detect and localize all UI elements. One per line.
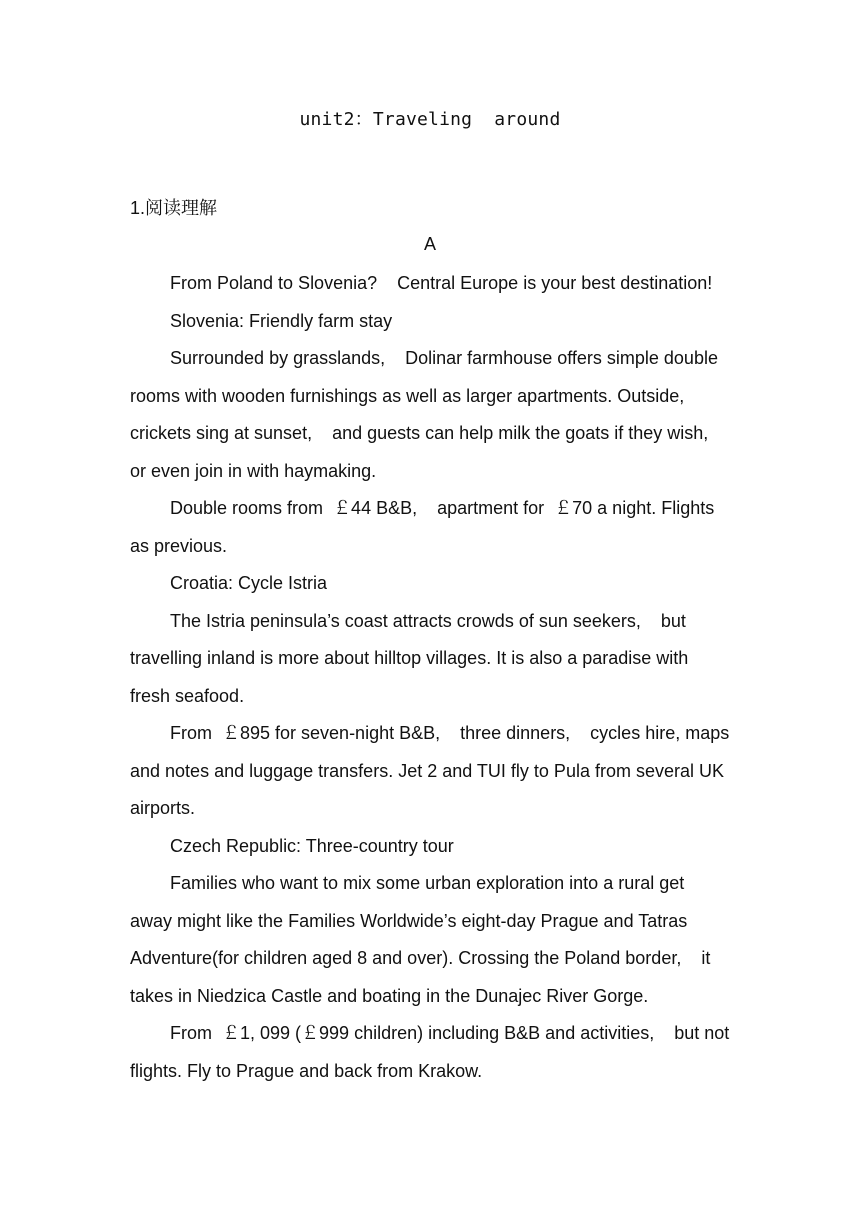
- paragraph-czech-heading: Czech Republic: Three-country tour: [170, 835, 454, 856]
- paragraph-slovenia-description: Surrounded by grasslands, Dolinar farmhouse offers simple double rooms with wooden furnishings as well as larger apartments. Outside, crickets sing at sunset, and guests can help milk the goats if they wish, or even join in with haymaking.: [130, 348, 729, 481]
- paragraph-intro: From Poland to Slovenia? Central Europe is your best destination!: [170, 273, 713, 293]
- section-heading: 1.阅读理解: [130, 198, 218, 218]
- paragraph-slovenia-heading: Slovenia: Friendly farm stay: [170, 310, 393, 331]
- paragraph-slovenia-price: Double rooms from ￡44 B&B, apartment for ￡70 a night. Flights as previous.: [130, 498, 720, 556]
- document-title: unit2：Traveling around: [299, 109, 561, 130]
- passage-body: [130, 265, 735, 1090]
- paragraph-croatia-heading: Croatia: Cycle Istria: [170, 573, 328, 593]
- paragraph-croatia-price: From ￡895 for seven-night B&B, three dinners, cycles hire, maps and notes and luggage transfers. Jet 2 and TUI fly to Pula from several UK airports.: [130, 723, 735, 818]
- paragraph-czech-price: From ￡1, 099 (￡999 children) including B&B and activities, but not flights. Fly to Prague and back from Krakow.: [130, 1023, 735, 1081]
- paragraph-croatia-description: The Istria peninsula’s coast attracts crowds of sun seekers, but travelling inland is more about hilltop villages. It is also a paradise with fresh seafood.: [130, 610, 694, 706]
- passage-label: A: [423, 234, 436, 254]
- paragraph-czech-description: Families who want to mix some urban exploration into a rural get away might like the Families Worldwide’s eight-day Prague and Tatras Adventure(for children aged 8 and over). Crossing the Poland border, it takes in Niedzica Castle and boating in the Dunajec River Gorge.: [130, 873, 716, 1006]
